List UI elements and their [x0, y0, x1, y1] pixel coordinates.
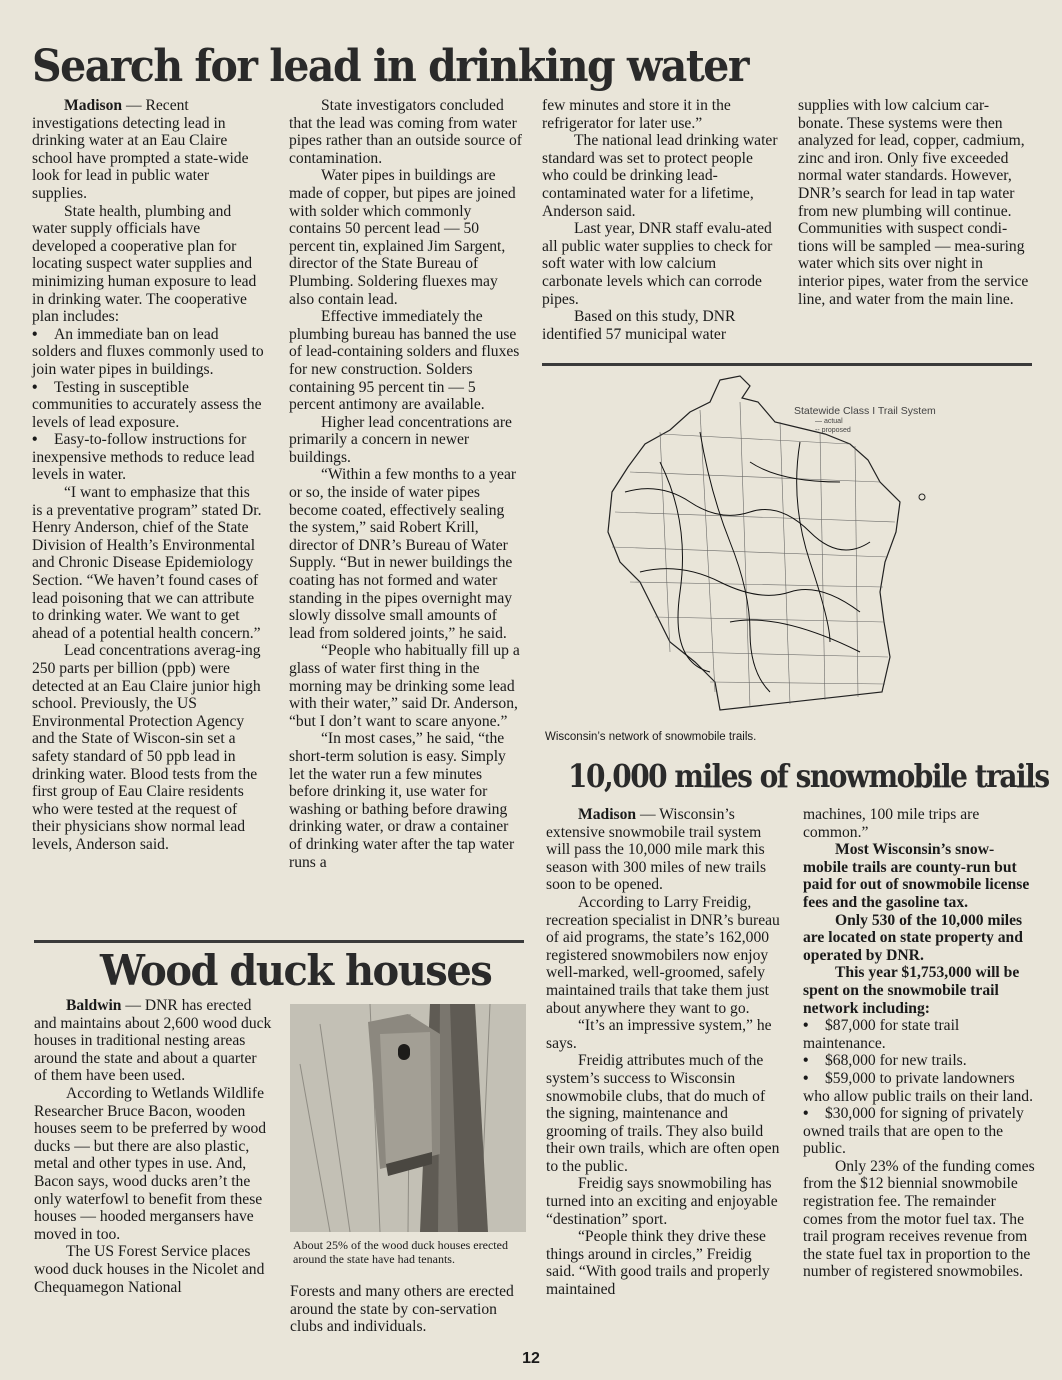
paragraph: [798, 97, 1032, 308]
paragraph: [289, 308, 525, 414]
bold-paragraph: [803, 912, 1035, 965]
photo-caption: About 25% of the wood duck houses erected around the state have had tenants.: [293, 1238, 508, 1266]
paragraph-text: Higher lead concentrations are primarily a concern in newer buildings.: [289, 413, 512, 466]
paragraph-text: “It’s an impressive system,” he says.: [546, 1017, 772, 1052]
bullet-item: [32, 431, 264, 484]
paragraph: [289, 730, 525, 871]
paragraph-text: Water pipes in buildings are made of copper, but pipes are joined with solder which commonly contains 50 percent lead — 50 percent tin, explained Jim Sargent, director of the State Bureau of Plumbing. Soldering fluexes may also contain lead.: [289, 167, 516, 308]
snowmobile-trail-map: [600, 372, 945, 722]
paragraph: [289, 167, 525, 308]
lead-headline: Search for lead in drinking water: [32, 40, 748, 92]
map-legend-title: Statewide Class I Trail System: [794, 405, 936, 417]
paragraph: [289, 466, 525, 642]
paragraph-text: The national lead drinking water standard was set to protect people who could be drinking lead-contaminated water for a lifetime, Anderson said.: [542, 132, 778, 220]
paragraph: [542, 97, 778, 132]
paragraph-text: “In most cases,” he said, “the short-term solution is easy. Simply let the water run a few minutes before drinking it, use water for washing or bathing before drawing drinking water, or draw a container of drinking water after the tap water runs a: [289, 730, 515, 871]
paragraph: [32, 97, 264, 203]
snow-headline: 10,000 miles of snowmobile trails: [568, 758, 1049, 795]
paragraph-text: Freidig says snowmobiling has turned into an exciting and enjoyable “destination” sport.: [546, 1175, 778, 1228]
paragraph-text: $59,000 to private landowners who allow public trails on their land.: [803, 1069, 1033, 1105]
paragraph-text: $87,000 for state trail maintenance.: [803, 1017, 960, 1052]
paragraph-text: Testing in susceptible communities to accurately assess the levels of lead exposure.: [32, 378, 262, 431]
lead-col-4: [798, 97, 1032, 308]
paragraph-text: $68,000 for new trails.: [825, 1052, 967, 1070]
paragraph-text: Only 23% of the funding comes from the $12 biennial snowmobile registration fee. The remainder comes from the motor fuel tax. The trail program receives revenue from the state fuel tax in proportion to the number of registered snowmobiles.: [803, 1157, 1035, 1281]
paragraph: [32, 203, 264, 326]
map-legend-proposed: -- proposed: [815, 427, 851, 434]
map-legend-actual: — actual: [815, 418, 843, 425]
paragraph-text: According to Larry Freidig, recreation specialist in DNR’s bureau of aid programs, the state’s 162,000 registered snowmobilers now enjoy well-marked, well-groomed, safely maintained trails that take them just about anywhere they want to go.: [546, 893, 780, 1017]
dateline: Madison: [578, 806, 637, 823]
snow-col-1: [546, 806, 782, 1299]
paragraph: [546, 1017, 782, 1052]
paragraph: [34, 997, 272, 1085]
paragraph-text: Forests and many others are erected around the state by con-servation clubs and individuals.: [290, 1283, 514, 1336]
bullet-item: [803, 1052, 1035, 1070]
lead-col-1: [32, 97, 264, 854]
paragraph-text: few minutes and store it in the refrigerator for later use.”: [542, 97, 731, 132]
page-number: 12: [522, 1350, 540, 1367]
paragraph-text: Freidig attributes much of the system’s success to Wisconsin snowmobile clubs, that do much of the signing, maintenance and grooming of trails. They also build their own trails, which are often open to the public.: [546, 1052, 780, 1175]
paragraph-text: The US Forest Service places wood duck houses in the Nicolet and Chequamegon National: [34, 1243, 265, 1296]
bullet-item: [803, 1105, 1035, 1158]
paragraph-text: — Recent investigations detecting lead in drinking water at an Eau Claire school have prompted a state-wide look for lead in public water supplies.: [32, 97, 249, 202]
paragraph-text: State health, plumbing and water supply officials have developed a cooperative plan for locating suspect water supplies and minimizing human exposure to lead in drinking water. The cooperative plan includes:: [32, 202, 257, 326]
paragraph: [803, 806, 1035, 841]
bullet-item: [803, 1070, 1035, 1105]
bullet-item: [32, 379, 264, 432]
paragraph: [542, 220, 778, 308]
paragraph: [546, 894, 782, 1017]
paragraph: [546, 1052, 782, 1175]
paragraph-text: “I want to emphasize that this is a preventative program” stated Dr. Henry Anderson, chief of the State Division of Health’s Environmental and Chronic Disease Epidemiology Section. “We haven’t found cases of lead poisoning that we can attribute to drinking water. We want to get ahead of a potential health concern.”: [32, 484, 262, 642]
dateline: Madison: [64, 97, 123, 114]
bold-paragraph: [803, 841, 1035, 911]
paragraph-text: “People who habitually fill up a glass of water first thing in the morning may be drinking some lead with their water,” said Dr. Anderson, “but I don’t want to scare anyone.”: [289, 642, 520, 730]
paragraph: [542, 308, 778, 343]
duck-col-2: [290, 1283, 526, 1336]
snow-col-2: [803, 806, 1035, 1281]
wood-duck-house-photo: [290, 1004, 526, 1232]
paragraph-text: Only 530 of the 10,000 miles are located on state property and operated by DNR.: [803, 911, 1023, 964]
bullet-item: [32, 326, 264, 379]
paragraph: [289, 642, 525, 730]
paragraph-text: Easy-to-follow instructions for inexpensive methods to reduce lead levels in water.: [32, 431, 255, 484]
lead-col-2: [289, 97, 525, 871]
paragraph-text: supplies with low calcium car-bonate. These systems were then analyzed for lead, copper, cadmium, zinc and iron. Only five exceeded normal water standards. However, DNR’s search for lead in tap water from new plumbing will continue. Communities with suspect condi-tions will be sampled — mea-suring water which sits over night in interior pipes, water from the service line, and water from the main line.: [798, 97, 1029, 308]
bullet-item: [803, 1017, 1035, 1052]
legend-line-icon: —: [815, 418, 824, 425]
divider-rule-left: [34, 940, 524, 943]
lead-col-3: [542, 97, 778, 343]
paragraph-text: Based on this study, DNR identified 57 municipal water: [542, 308, 736, 343]
paragraph-text: State investigators concluded that the lead was coming from water pipes rather than an outside source of contamination.: [289, 97, 522, 167]
divider-rule-right: [542, 363, 1032, 366]
paragraph-text: machines, 100 mile trips are common.”: [803, 806, 980, 841]
legend-line-icon: --: [815, 427, 822, 434]
paragraph-text: Lead concentrations averag-ing 250 parts per billion (ppb) were detected at an Eau Claire junior high school. Previously, the US Environmental Protection Agency and the State of Wiscon-sin set a safety standard of 50 ppb lead in drinking water. Blood tests from the first group of Eau Claire residents who were tested at the request of their physicians show normal lead levels, Anderson said.: [32, 642, 261, 853]
paragraph: [32, 484, 264, 642]
paragraph: [546, 806, 782, 894]
paragraph-text: An immediate ban on lead solders and fluxes commonly used to join water pipes in buildings.: [32, 325, 264, 378]
paragraph: [542, 132, 778, 220]
paragraph-text: “Within a few months to a year or so, the inside of water pipes become coated, effectively sealing the system,” said Robert Krill, director of DNR’s Bureau of Water Supply. “But in newer buildings the coating has not formed and water standing in the pipes overnight may slowly dissolve small amounts of lead from soldered joints,” he said.: [289, 466, 517, 642]
duck-col-1: [34, 997, 272, 1296]
paragraph: [546, 1175, 782, 1228]
map-caption: Wisconsin’s network of snowmobile trails.: [545, 731, 757, 743]
paragraph-text: This year $1,753,000 will be spent on the snowmobile trail network including:: [803, 964, 1020, 1017]
paragraph-text: — DNR has erected and maintains about 2,600 wood duck houses in traditional nesting areas around the state and about a quarter of them have been used.: [34, 997, 272, 1085]
paragraph-text: Last year, DNR staff evalu-ated all public water supplies to check for soft water with low calcium carbonate levels which can corrode pipes.: [542, 220, 773, 308]
paragraph-text: According to Wetlands Wildlife Researcher Bruce Bacon, wooden houses seem to be preferred by wood ducks — but there are also plastic, metal and other types in use. And, Bacon says, wood ducks aren’t the only waterfowl to benefit from these houses — hooded mergansers have moved in too.: [34, 1084, 267, 1243]
paragraph: [34, 1085, 272, 1243]
paragraph: [290, 1283, 526, 1336]
duck-headline: Wood duck houses: [100, 946, 492, 996]
paragraph-text: “People think they drive these things around in circles,” Freidig said. “With good trails and properly maintained: [546, 1228, 770, 1299]
dateline: Baldwin: [66, 997, 122, 1014]
wisconsin-map-icon: [600, 372, 945, 722]
paragraph-text: $30,000 for signing of privately owned trails that are open to the public.: [803, 1105, 1024, 1158]
paragraph-text: Effective immediately the plumbing bureau has banned the use of lead-containing solders and fluxes for new construction. Solders containing 95 percent tin — 5 percent antimony are available.: [289, 308, 520, 414]
bold-paragraph: [803, 964, 1035, 1017]
paragraph: [32, 642, 264, 853]
paragraph-text: — Wisconsin’s extensive snowmobile trail system will pass the 10,000 mile mark this season with 300 miles of new trails soon to be opened.: [546, 806, 767, 894]
paragraph: [289, 97, 525, 167]
paragraph-text: Most Wisconsin’s snow-mobile trails are county-run but paid for out of snowmobile license fees and the gasoline tax.: [803, 841, 1030, 911]
paragraph: [803, 1158, 1035, 1281]
paragraph: [34, 1243, 272, 1296]
paragraph: [289, 414, 525, 467]
paragraph: [546, 1228, 782, 1298]
